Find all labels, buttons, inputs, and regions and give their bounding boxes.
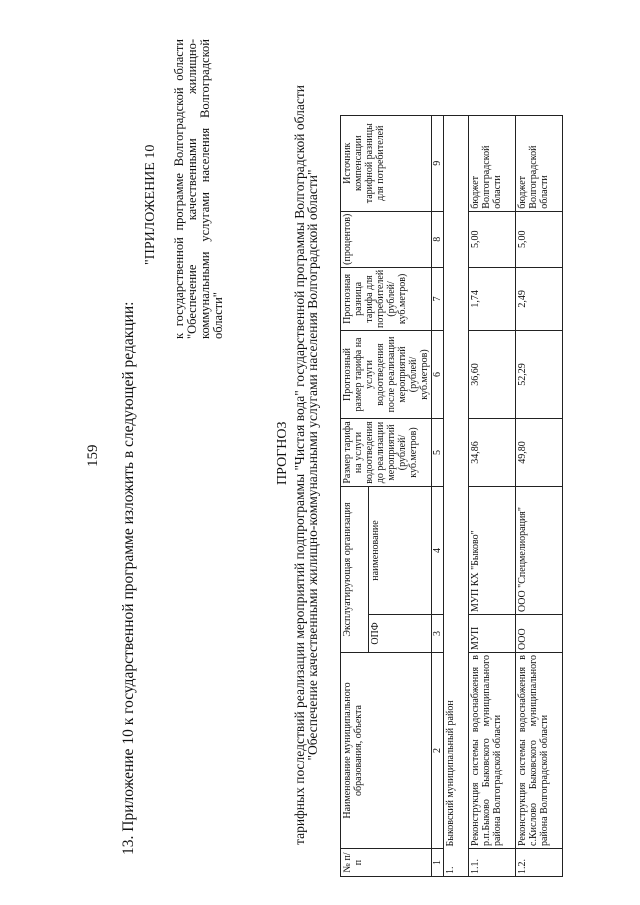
region-num: 1. — [444, 849, 469, 877]
region-row — [444, 115, 469, 876]
row-diff-rub: 1,74 — [469, 267, 516, 330]
row-num: 1.2. — [516, 849, 563, 877]
col-number: 8 — [432, 211, 444, 267]
row-object-name: Реконструкция системы водоснабжения в р.п.Быково Быковского муниципального района Волгоградской области — [469, 653, 516, 849]
header-diff-rub: Прогнозная разница тарифа для потребителей (рублей/ куб.метров) — [341, 267, 432, 330]
col-number: 3 — [432, 615, 444, 653]
table-row — [469, 115, 516, 876]
header-tariff-before: Размер тарифа на услуги водоотведения до реализации мероприятий (рублей/ куб.метров) — [341, 419, 432, 487]
appendix-title: "ПРИЛОЖЕНИЕ 10 — [143, 144, 158, 265]
appendix-description: к государственной программе Волгоградской области "Обеспечение качественными жилищно-коммунальными услугами населения Волгоградской области" — [172, 39, 225, 339]
forecast-table — [340, 115, 563, 877]
col-number: 2 — [432, 653, 444, 849]
header-org-name: наименование — [369, 487, 432, 615]
row-source: бюджет Волгоградской области — [516, 115, 563, 211]
row-tariff-before: 49,80 — [516, 419, 563, 487]
header-org: Эксплуатирующая организация — [341, 487, 369, 653]
col-number: 9 — [432, 115, 444, 211]
row-object-name: Реконструкция системы водоснабжения в с.Кислово Быковского муниципального района Волгоградской области — [516, 653, 563, 849]
row-tariff-before: 34,86 — [469, 419, 516, 487]
row-diff-rub: 2,49 — [516, 267, 563, 330]
header-source: Источник компенсации тарифной разницы для потребителей — [341, 115, 432, 211]
header-num: № п/п — [341, 849, 432, 877]
col-number: 1 — [432, 849, 444, 877]
col-number: 4 — [432, 487, 444, 615]
header-name: Наименование муниципального образования, объекта — [341, 653, 432, 849]
amendment-heading: 13. Приложение 10 к государственной программе изложить в следующей редакции: — [120, 301, 137, 855]
table-row — [516, 115, 563, 876]
column-number-row — [432, 115, 444, 876]
page-number: 159 — [85, 444, 101, 467]
col-number: 6 — [432, 331, 444, 419]
document-subtitle: тарифных последствий реализации мероприятий подпрограммы "Чистая вода" государственной программы Волгоградской области "Обеспечение качественными жилищно-коммунальными услугами населения Волгоградской области" — [292, 85, 320, 845]
row-diff-pct: 5,00 — [469, 211, 516, 267]
header-tariff-after: Прогнозный размер тарифа на услуги водоотведения после реализации мероприятий (рублей/ куб.метров) — [341, 331, 432, 419]
col-number: 7 — [432, 267, 444, 330]
header-row — [341, 115, 369, 876]
row-tariff-after: 36,60 — [469, 331, 516, 419]
region-name: Быковский муниципальный район — [444, 115, 469, 848]
header-opf: ОПФ — [369, 615, 432, 653]
row-tariff-after: 52,29 — [516, 331, 563, 419]
row-diff-pct: 5,00 — [516, 211, 563, 267]
row-org: ООО "Спецмелиорация" — [516, 487, 563, 615]
row-num: 1.1. — [469, 849, 516, 877]
col-number: 5 — [432, 419, 444, 487]
row-opf: ООО — [516, 615, 563, 653]
row-opf: МУП — [469, 615, 516, 653]
row-source: бюджет Волгоградской области — [469, 115, 516, 211]
row-org: МУП КХ "Быково" — [469, 487, 516, 615]
header-diff-pct: (процентов) — [341, 211, 432, 267]
document-title: ПРОГНОЗ — [275, 421, 290, 485]
